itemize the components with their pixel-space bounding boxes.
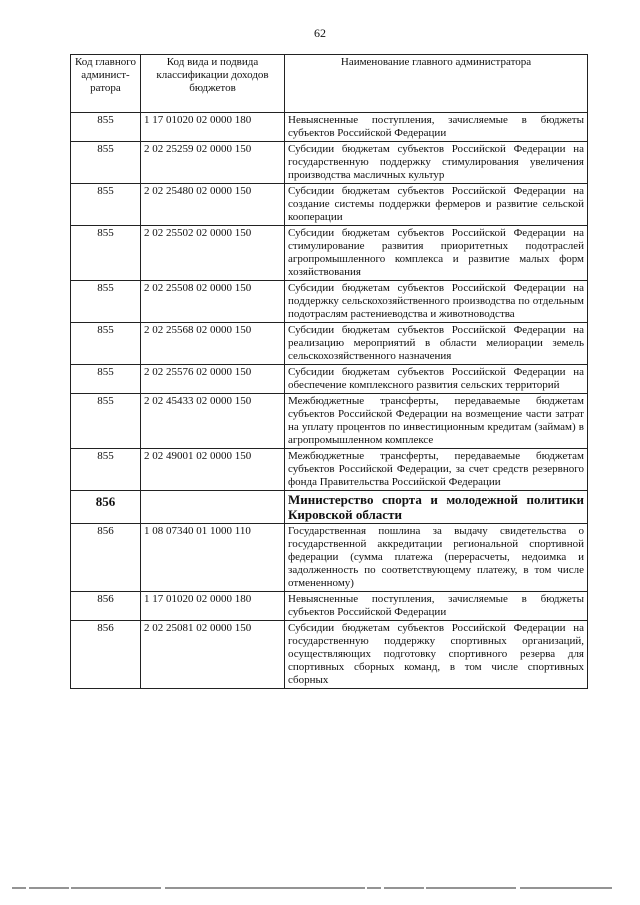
revenue-code-cell: 2 02 25480 02 0000 150 — [141, 184, 285, 226]
header-admin-code: Код главного админист-ратора — [71, 55, 141, 113]
header-revenue-code: Код вида и подвида классификации доходов бюджетов — [141, 55, 285, 113]
admin-code-cell: 856 — [71, 592, 141, 621]
revenue-code-cell: 2 02 25508 02 0000 150 — [141, 281, 285, 323]
admin-name-cell: Субсидии бюджетам субъектов Российской Федерации на реализацию мероприятий в области мелиорации земель сельскохозяйственного назначения — [285, 323, 588, 365]
revenue-code-cell: 2 02 49001 02 0000 150 — [141, 449, 285, 491]
admin-name-cell: Субсидии бюджетам субъектов Российской Федерации на обеспечение комплексного развития сельских территорий — [285, 365, 588, 394]
table-row — [71, 226, 588, 281]
admin-code-cell: 855 — [71, 113, 141, 142]
page-number: 62 — [314, 26, 326, 40]
table-row — [71, 365, 588, 394]
admin-name-cell: Субсидии бюджетам субъектов Российской Федерации на поддержку сельскохозяйственного производства по отдельным подотраслям растениеводства и животноводства — [285, 281, 588, 323]
revenue-code-cell: 2 02 45433 02 0000 150 — [141, 394, 285, 449]
revenue-code-cell: 2 02 25502 02 0000 150 — [141, 226, 285, 281]
admin-name-cell: Субсидии бюджетам субъектов Российской Федерации на государственную поддержку стимулирования увеличения производства масличных культур — [285, 142, 588, 184]
table-row — [71, 449, 588, 491]
table-row — [71, 592, 588, 621]
admin-name-cell: Субсидии бюджетам субъектов Российской Федерации на создание системы поддержки фермеров и развитие сельской кооперации — [285, 184, 588, 226]
table-row — [71, 621, 588, 689]
revenue-code-cell: 2 02 25568 02 0000 150 — [141, 323, 285, 365]
revenue-code-cell: 1 17 01020 02 0000 180 — [141, 592, 285, 621]
admin-name-cell: Государственная пошлина за выдачу свидетельства о государственной аккредитации региональной спортивной федерации (сумма платежа (перерасчеты, недоимка и задолженность по соответствующему платежу, в том числе отмененному) — [285, 524, 588, 592]
admin-name-cell: Субсидии бюджетам субъектов Российской Федерации на государственную поддержку спортивных организаций, осуществляющих подготовку спортивного резерва для спортивных сборных команд, в том числе спортивных сборных — [285, 621, 588, 689]
admin-code-cell: 855 — [71, 365, 141, 394]
revenue-code-cell: 2 02 25259 02 0000 150 — [141, 142, 285, 184]
admin-code-cell: 855 — [71, 142, 141, 184]
admin-name-cell: Министерство спорта и молодежной политики Кировской области — [285, 491, 588, 524]
revenue-code-cell — [141, 491, 285, 524]
admin-code-cell: 855 — [71, 449, 141, 491]
table-row — [71, 184, 588, 226]
table-row — [71, 142, 588, 184]
admin-name-cell: Субсидии бюджетам субъектов Российской Федерации на стимулирование развития приоритетных подотраслей агропромышленного комплекса и развитие малых форм хозяйствования — [285, 226, 588, 281]
scan-edge-artifact — [12, 887, 612, 889]
admin-code-cell: 856 — [71, 524, 141, 592]
table-row — [71, 323, 588, 365]
admin-code-cell: 855 — [71, 226, 141, 281]
table-row — [71, 394, 588, 449]
admin-code-cell: 855 — [71, 184, 141, 226]
table-header-row — [71, 55, 588, 113]
ministry-row — [71, 491, 588, 524]
table-row — [71, 281, 588, 323]
revenue-administrators-table — [70, 54, 588, 689]
table-row — [71, 524, 588, 592]
admin-name-cell: Невыясненные поступления, зачисляемые в бюджеты субъектов Российской Федерации — [285, 592, 588, 621]
header-admin-name: Наименование главного администратора — [285, 55, 588, 113]
admin-name-cell: Невыясненные поступления, зачисляемые в бюджеты субъектов Российской Федерации — [285, 113, 588, 142]
admin-code-cell: 855 — [71, 323, 141, 365]
table-body — [71, 113, 588, 689]
admin-name-cell: Межбюджетные трансферты, передаваемые бюджетам субъектов Российской Федерации на возмещение части затрат на уплату процентов по инвестиционным кредитам (займам) в агропромышленном комплексе — [285, 394, 588, 449]
revenue-code-cell: 2 02 25081 02 0000 150 — [141, 621, 285, 689]
revenue-code-cell: 1 08 07340 01 1000 110 — [141, 524, 285, 592]
revenue-code-cell: 1 17 01020 02 0000 180 — [141, 113, 285, 142]
table-row — [71, 113, 588, 142]
admin-code-cell: 855 — [71, 394, 141, 449]
revenue-code-cell: 2 02 25576 02 0000 150 — [141, 365, 285, 394]
admin-code-cell: 856 — [71, 491, 141, 524]
admin-name-cell: Межбюджетные трансферты, передаваемые бюджетам субъектов Российской Федерации, за счет средств резервного фонда Правительства Российской Федерации — [285, 449, 588, 491]
admin-code-cell: 856 — [71, 621, 141, 689]
admin-code-cell: 855 — [71, 281, 141, 323]
